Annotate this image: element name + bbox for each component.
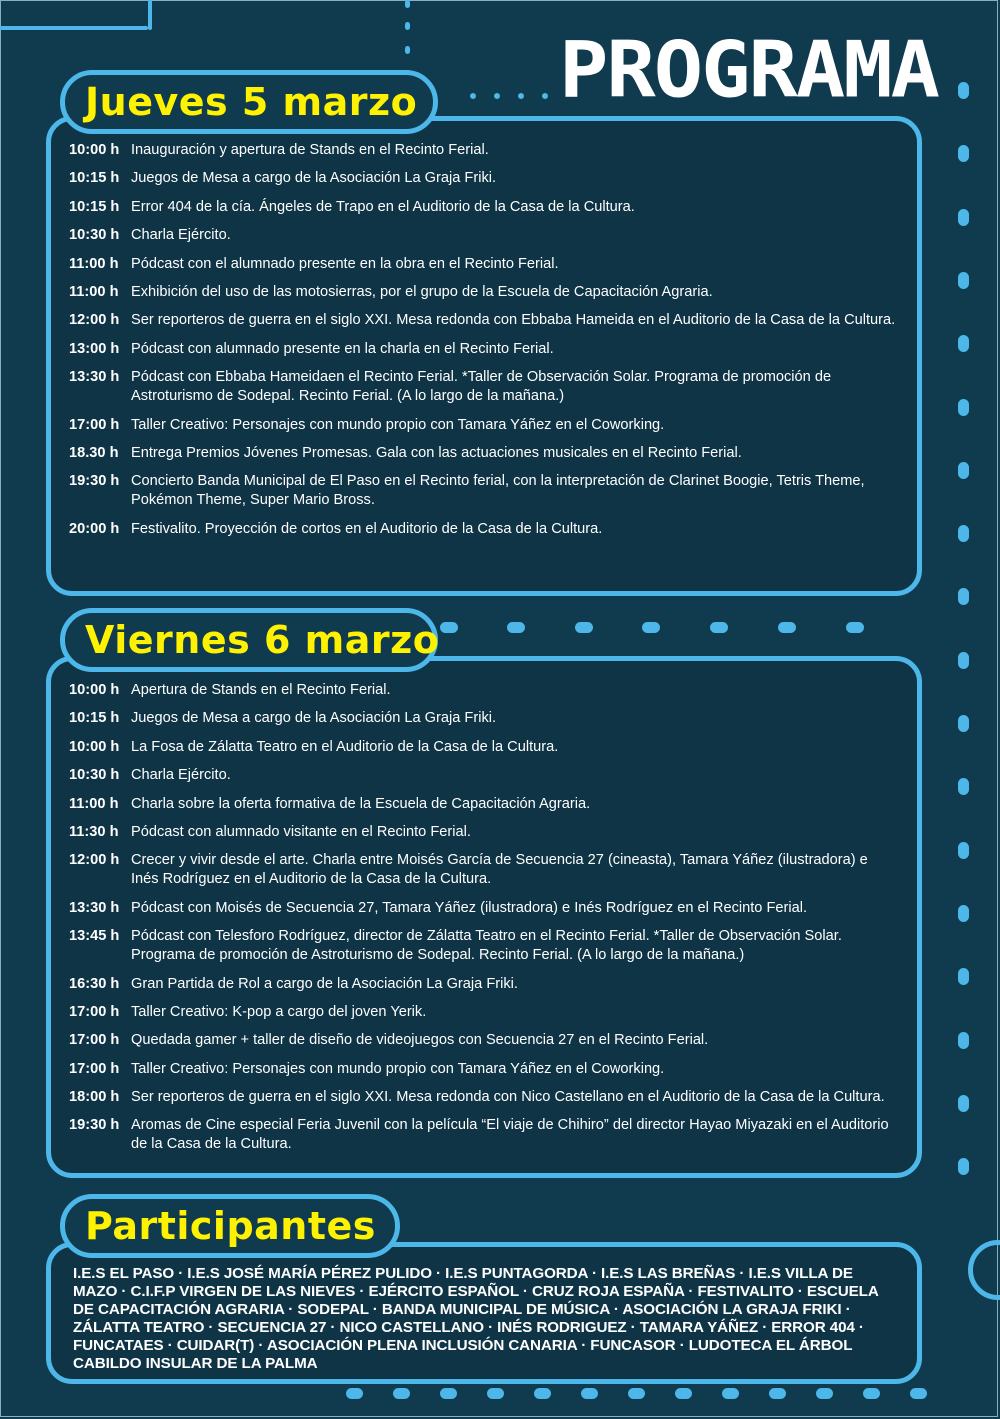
schedule-row: [69, 766, 907, 785]
event-time: 10:30 h: [69, 767, 120, 784]
event-time: 17:00 h: [69, 416, 120, 433]
event-description: Pódcast con Ebbaba Hameidaen el Recinto Ferial. *Taller de Observación Solar. Programa de promoción de Astroturismo de Sodepal. Recinto Ferial. (A lo largo de la mañana.): [131, 369, 832, 405]
schedule-row: [69, 899, 907, 918]
event-description: Error 404 de la cía. Ángeles de Trapo en el Auditorio de la Casa de la Cultura.: [131, 198, 635, 215]
schedule-row: [69, 1003, 907, 1022]
event-time: 13:00 h: [69, 340, 120, 357]
participants-heading-text: Participantes: [85, 1204, 376, 1248]
event-description: Taller Creativo: Personajes con mundo propio con Tamara Yáñez en el Coworking.: [131, 416, 665, 433]
event-time: 12:00 h: [69, 852, 120, 869]
schedule-row: [69, 340, 907, 359]
event-description: Crecer y vivir desde el arte. Charla entre Moisés García de Secuencia 27 (cineasta), Tamara Yáñez (ilustradora) e Inés Rodríguez en el Auditorio de la Casa de la Cultura.: [131, 852, 868, 888]
event-description: Inauguración y apertura de Stands en el Recinto Ferial.: [131, 142, 489, 158]
schedule-row: [69, 416, 907, 435]
schedule-row: [69, 1060, 907, 1079]
event-time: 10:00 h: [69, 142, 120, 158]
schedule-row: [69, 681, 907, 700]
schedule-row: [69, 738, 907, 757]
event-time: 18.30 h: [69, 444, 119, 461]
schedule-row: [69, 255, 907, 274]
schedule-row: [69, 851, 907, 889]
schedule-row: [69, 311, 907, 330]
participants-heading: [60, 1194, 400, 1258]
event-description: Pódcast con alumnado presente en la charla en el Recinto Ferial.: [131, 340, 554, 357]
event-time: 19:30 h: [69, 1117, 120, 1134]
schedule-row: [69, 795, 907, 814]
event-time: 10:00 h: [69, 682, 120, 698]
event-description: Pódcast con el alumnado presente en la obra en el Recinto Ferial.: [131, 255, 559, 272]
schedule-row: [69, 444, 907, 463]
event-description: Ser reporteros de guerra en el siglo XXI. Mesa redonda con Nico Castellano en el Auditorio de la Casa de la Cultura.: [131, 1089, 885, 1106]
schedule-row: [69, 520, 907, 539]
schedule-row: [69, 472, 907, 510]
participants-panel: [46, 1242, 922, 1384]
event-time: 10:00 h: [69, 738, 120, 755]
day-heading-text: Viernes 6 marzo: [85, 618, 440, 662]
schedule-row: [69, 368, 907, 406]
schedule-panel-viernes: [46, 656, 922, 1178]
schedule-panel-jueves: [46, 116, 922, 596]
participants-list: I.E.S EL PASO · I.E.S JOSÉ MARÍA PÉREZ PULIDO · I.E.S PUNTAGORDA · I.E.S LAS BREÑAS · I.E.S VILLA DE MAZO · C.I.F.P VIRGEN DE LAS NIEVES · EJÉRCITO ESPAÑOL · CRUZ ROJA ESPAÑA · FESTIVALITO · ESCUELA DE CAPACITACIÓN AGRARIA · SODEPAL · BANDA MUNICIPAL DE MÚSICA · ASOCIACIÓN LA GRAJA FRIKI · ZÁLATTA TEATRO · SECUENCIA 27 · NICO CASTELLANO · INÉS RODRIGUEZ · TAMARA YÁÑEZ · ERROR 404 · FUNCATAES · CUIDAR(T) · ASOCIACIÓN PLENA INCLUSIÓN CANARIA · FUNCASOR · LUDOTECA EL ÁRBOL CABILDO INSULAR DE LA PALMA: [73, 1265, 879, 1372]
event-time: 18:00 h: [69, 1089, 120, 1106]
event-time: 19:30 h: [69, 473, 120, 490]
event-time: 12:00 h: [69, 312, 120, 329]
event-description: Taller Creativo: Personajes con mundo propio con Tamara Yáñez en el Coworking.: [131, 1060, 665, 1077]
schedule-row: [69, 283, 907, 302]
schedule-row: [69, 975, 907, 994]
event-description: Ser reporteros de guerra en el siglo XXI. Mesa redonda con Ebbaba Hameida en el Auditorio de la Casa de la Cultura.: [131, 312, 896, 329]
event-description: Gran Partida de Rol a cargo de la Asociación La Graja Friki.: [131, 975, 518, 992]
event-description: Charla sobre la oferta formativa de la Escuela de Capacitación Agraria.: [131, 795, 591, 812]
event-description: Charla Ejército.: [131, 767, 231, 784]
event-time: 10:30 h: [69, 227, 120, 244]
event-description: Juegos de Mesa a cargo de la Asociación La Graja Friki.: [131, 710, 497, 727]
event-time: 11:00 h: [69, 283, 119, 300]
event-time: 16:30 h: [69, 975, 120, 992]
decor-arc-right: [968, 1240, 1000, 1300]
event-description: Pódcast con Moisés de Secuencia 27, Tamara Yáñez (ilustradora) e Inés Rodríguez en el Recinto Ferial.: [131, 899, 808, 916]
event-time: 20:00 h: [69, 520, 120, 537]
event-time: 13:30 h: [69, 369, 120, 386]
event-time: 17:00 h: [69, 1003, 120, 1020]
event-description: Entrega Premios Jóvenes Promesas. Gala con las actuaciones musicales en el Recinto Ferial.: [131, 444, 742, 461]
event-description: Quedada gamer + taller de diseño de videojuegos con Secuencia 27 en el Recinto Ferial.: [131, 1032, 709, 1049]
schedule-row: [69, 141, 907, 160]
event-description: Aromas de Cine especial Feria Juvenil con la película “El viaje de Chihiro” del director Hayao Miyazaki en el Auditorio de la Casa de la Cultura.: [131, 1117, 889, 1153]
event-time: 17:00 h: [69, 1060, 120, 1077]
page-title: PROGRAMA: [559, 25, 938, 116]
schedule-row: [69, 198, 907, 217]
event-time: 10:15 h: [69, 710, 120, 727]
schedule-row: [69, 823, 907, 842]
event-description: Exhibición del uso de las motosierras, por el grupo de la Escuela de Capacitación Agraria.: [131, 283, 713, 300]
day-heading-viernes: [60, 608, 438, 672]
event-time: 13:45 h: [69, 928, 120, 945]
event-description: Charla Ejército.: [131, 227, 231, 244]
event-time: 10:15 h: [69, 198, 120, 215]
event-description: Pódcast con alumnado visitante en el Recinto Ferial.: [131, 823, 471, 840]
event-time: 10:15 h: [69, 170, 120, 187]
day-heading-jueves: [60, 70, 438, 134]
event-description: Festivalito. Proyección de cortos en el Auditorio de la Casa de la Cultura.: [131, 520, 603, 537]
event-time: 11:30 h: [69, 823, 119, 840]
schedule-row: [69, 226, 907, 245]
event-time: 13:30 h: [69, 899, 120, 916]
schedule-row: [69, 1088, 907, 1107]
schedule-row: [69, 1116, 907, 1154]
event-description: Taller Creativo: K-pop a cargo del joven Yerik.: [131, 1003, 427, 1020]
event-description: Apertura de Stands en el Recinto Ferial.: [131, 682, 391, 698]
schedule-row: [69, 709, 907, 728]
day-heading-text: Jueves 5 marzo: [85, 80, 418, 124]
event-description: Concierto Banda Municipal de El Paso en el Recinto ferial, con la interpretación de Clarinet Boogie, Tetris Theme, Pokémon Theme, Super Mario Bross.: [131, 473, 865, 509]
schedule-row: [69, 1031, 907, 1050]
event-time: 11:00 h: [69, 795, 119, 812]
event-description: Pódcast con Telesforo Rodríguez, director de Zálatta Teatro en el Recinto Ferial. *Taller de Observación Solar. Programa de promoción de Astroturismo de Sodepal. Recinto Ferial. (A lo largo de la mañana.): [131, 928, 842, 964]
event-time: 17:00 h: [69, 1032, 120, 1049]
event-description: Juegos de Mesa a cargo de la Asociación La Graja Friki.: [131, 170, 497, 187]
schedule-row: [69, 927, 907, 965]
schedule-row: [69, 169, 907, 188]
event-description: La Fosa de Zálatta Teatro en el Auditorio de la Casa de la Cultura.: [131, 738, 559, 755]
event-time: 11:00 h: [69, 255, 119, 272]
